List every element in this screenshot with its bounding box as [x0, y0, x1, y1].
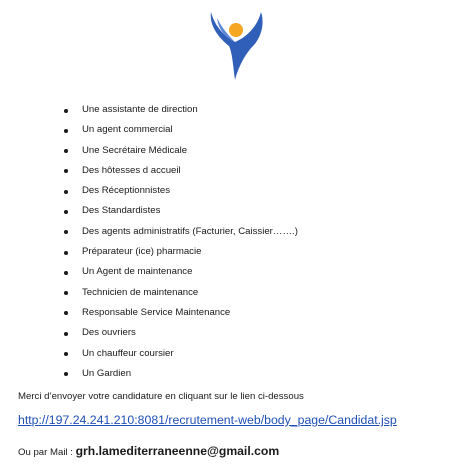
list-item: Des ouvriers: [60, 323, 298, 343]
mail-line: [18, 444, 279, 458]
list-item: Préparateur (ice) pharmacie: [60, 242, 298, 262]
list-item: Des agents administratifs (Facturier, Caissier…….): [60, 222, 298, 242]
list-item: Un agent commercial: [60, 120, 298, 140]
person-logo-icon: [205, 8, 267, 84]
list-item: Un Gardien: [60, 364, 298, 384]
application-link[interactable]: http://197.24.241.210:8081/recrutement-web/body_page/Candidat.jsp: [18, 413, 397, 427]
list-item: Une Secrétaire Médicale: [60, 141, 298, 161]
mail-label: Ou par Mail :: [18, 447, 73, 458]
list-item: Des Réceptionnistes: [60, 181, 298, 201]
job-list: [60, 100, 298, 384]
list-item: Technicien de maintenance: [60, 283, 298, 303]
list-item: Une assistante de direction: [60, 100, 298, 120]
mail-address[interactable]: grh.lamediterraneenne@gmail.com: [75, 444, 280, 458]
list-item: Responsable Service Maintenance: [60, 303, 298, 323]
apply-instructions: Merci d’envoyer votre candidature en cliquant sur le lien ci-dessous: [18, 391, 304, 402]
list-item: Un chauffeur coursier: [60, 344, 298, 364]
list-item: Un Agent de maintenance: [60, 262, 298, 282]
list-item: Des Standardistes: [60, 201, 298, 221]
list-item: Des hôtesses d accueil: [60, 161, 298, 181]
